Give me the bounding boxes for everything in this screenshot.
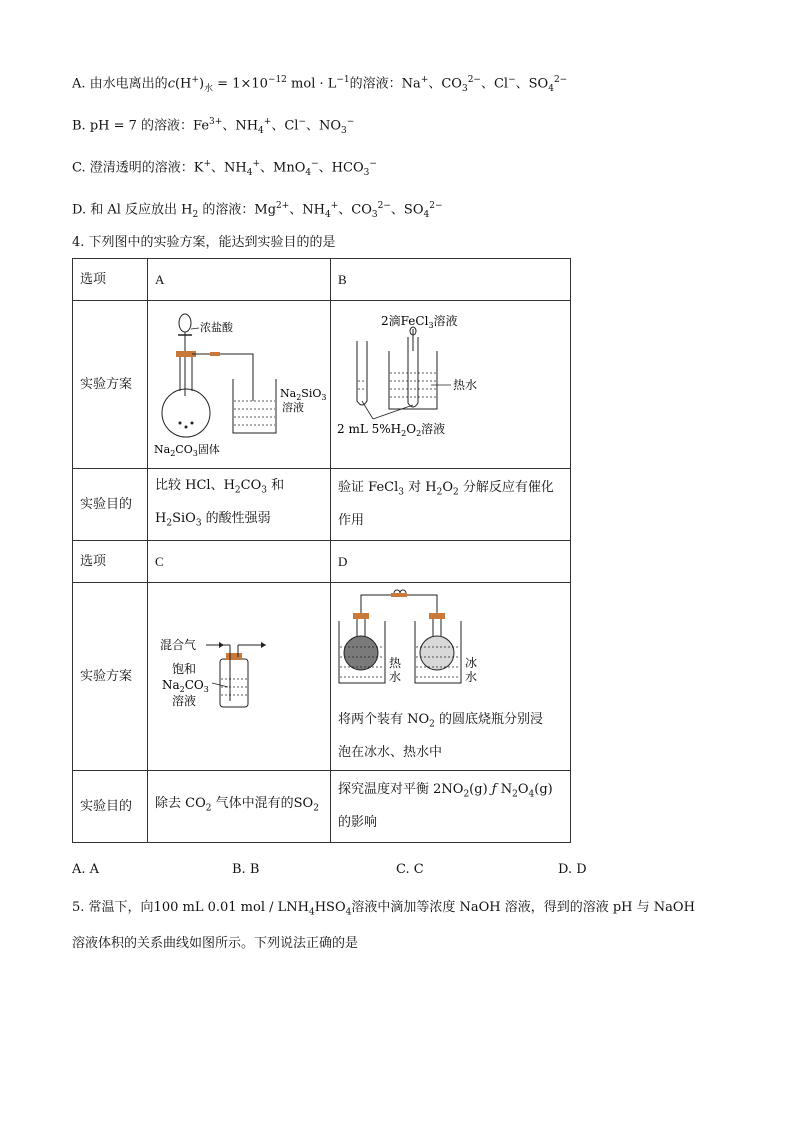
diagram-c-cell bbox=[148, 583, 331, 771]
apparatus-d-diagram bbox=[331, 583, 571, 695]
question-5-line2: 溶液体积的关系曲线如图所示。下列说法正确的是 bbox=[72, 936, 359, 951]
label-h2o2: 2 mL $5\%H_2O_2$溶液 bbox=[337, 422, 446, 438]
stopper-icon bbox=[226, 653, 242, 660]
purpose-a: 比较 HCl、$H_2CO_3$ 和 $H_2SiO_3$ 的酸性强弱 bbox=[148, 469, 331, 541]
table-row bbox=[73, 583, 571, 771]
flask-light-no2 bbox=[420, 636, 454, 670]
option-3b: B. pH = 7 的溶液：$Fe^{3+}$、$NH_4^+$、Cl−、$NO_3^-$ bbox=[72, 117, 355, 136]
option-d-header: D bbox=[331, 541, 571, 583]
arrow-icon bbox=[219, 642, 224, 648]
experiment-table bbox=[72, 258, 571, 843]
option-b-header: B bbox=[331, 259, 571, 301]
purpose-c: 除去 $CO_2$ 气体中混有的$SO_2$ bbox=[148, 771, 331, 843]
arrow-icon bbox=[261, 642, 266, 648]
table-row bbox=[73, 541, 571, 583]
choice-c[interactable]: C. C bbox=[396, 862, 424, 877]
label-ice: 冰 bbox=[465, 656, 478, 670]
question-5-line1: 5. 常温下，向100 mL 0.01 mol / $LNH_4HSO_4$溶液中滴加等浓度 NaOH 溶液，得到的溶液 pH 与 NaOH bbox=[72, 900, 695, 918]
label-solution: 溶液 bbox=[172, 694, 197, 708]
table-row bbox=[73, 469, 571, 541]
option-a-header: A bbox=[148, 259, 331, 301]
beaker bbox=[389, 351, 437, 409]
label-solution: 溶液 bbox=[282, 401, 304, 414]
plan-d-text: 将两个装有 $NO_2$ 的圆底烧瓶分别浸 泡在冰水、热水中 bbox=[338, 712, 544, 760]
row-label: 实验目的 bbox=[73, 771, 148, 843]
label-conc-hcl: 浓盐酸 bbox=[200, 321, 233, 334]
apparatus-b-diagram bbox=[331, 301, 571, 457]
round-flask bbox=[162, 389, 210, 437]
label-na2co3-solid: $Na_2CO_3$固体 bbox=[154, 443, 220, 457]
stopper-icon bbox=[429, 613, 445, 619]
row-label: 实验方案 bbox=[73, 301, 148, 469]
label-hot-water: 热水 bbox=[453, 378, 478, 392]
row-label: 选项 bbox=[73, 541, 148, 583]
label-fecl3-drops: 2滴FeCl$_3$溶液 bbox=[381, 314, 458, 330]
choice-d[interactable]: D. D bbox=[558, 862, 587, 877]
table-row bbox=[73, 301, 571, 469]
option-c-header: C bbox=[148, 541, 331, 583]
row-label: 选项 bbox=[73, 259, 148, 301]
option-3a: A. 由水电离出的$c(H^+)_水 = 1\times 10^{-12}$ mol · $L^{-1}$的溶液：Na+、$CO_3^{2-}$、Cl−、$SO_4^{2-}$ bbox=[72, 75, 568, 94]
label-na2co3: $Na_2CO_3$ bbox=[162, 678, 209, 694]
label-saturated: 饱和 bbox=[172, 662, 197, 676]
apparatus-a-diagram bbox=[148, 301, 328, 457]
diagram-b-cell bbox=[331, 301, 571, 469]
label-hot: 热 bbox=[389, 656, 402, 670]
label-water: 水 bbox=[465, 670, 478, 684]
connecting-tube bbox=[361, 595, 437, 613]
flask-dark-no2 bbox=[344, 636, 378, 670]
apparatus-c-diagram bbox=[148, 583, 328, 759]
choice-a[interactable]: A. A bbox=[72, 862, 100, 877]
funnel-bulb bbox=[179, 314, 191, 332]
label-water: 水 bbox=[389, 670, 402, 684]
option-3c: C. 澄清透明的溶液：K+、$NH_4^+$、MnO$_4$−、$HCO_3^-$ bbox=[72, 159, 377, 178]
option-3d: D. 和 Al 反应放出 $H_2$ 的溶液：$Mg^{2+}$、$NH_4^+$、$CO_3^{2-}$、$SO_4^{2-}$ bbox=[72, 201, 443, 220]
table-row bbox=[73, 771, 571, 843]
purpose-b: 验证 FeCl$_3$ 对 $H_2O_2$ 分解反应有催化 作用 bbox=[331, 469, 571, 541]
label-mixed-gas: 混合气 bbox=[160, 638, 197, 652]
label-na2sio3: $Na_2SiO_3$ bbox=[280, 387, 327, 402]
test-tube-left bbox=[357, 341, 367, 405]
wash-bottle bbox=[220, 659, 248, 707]
question-4-stem: 4. 下列图中的实验方案，能达到实验目的的是 bbox=[72, 235, 336, 250]
row-label: 实验目的 bbox=[73, 469, 148, 541]
choice-b[interactable]: B. B bbox=[232, 862, 260, 877]
stopper-icon bbox=[353, 613, 369, 619]
table-row bbox=[73, 259, 571, 301]
diagram-a-cell bbox=[148, 301, 331, 469]
diagram-d-cell bbox=[331, 583, 571, 771]
row-label: 实验方案 bbox=[73, 583, 148, 771]
purpose-d: 探究温度对平衡 $2NO_2(g)$ ƒ $N_2O_4(g)$ 的影响 bbox=[331, 771, 571, 843]
